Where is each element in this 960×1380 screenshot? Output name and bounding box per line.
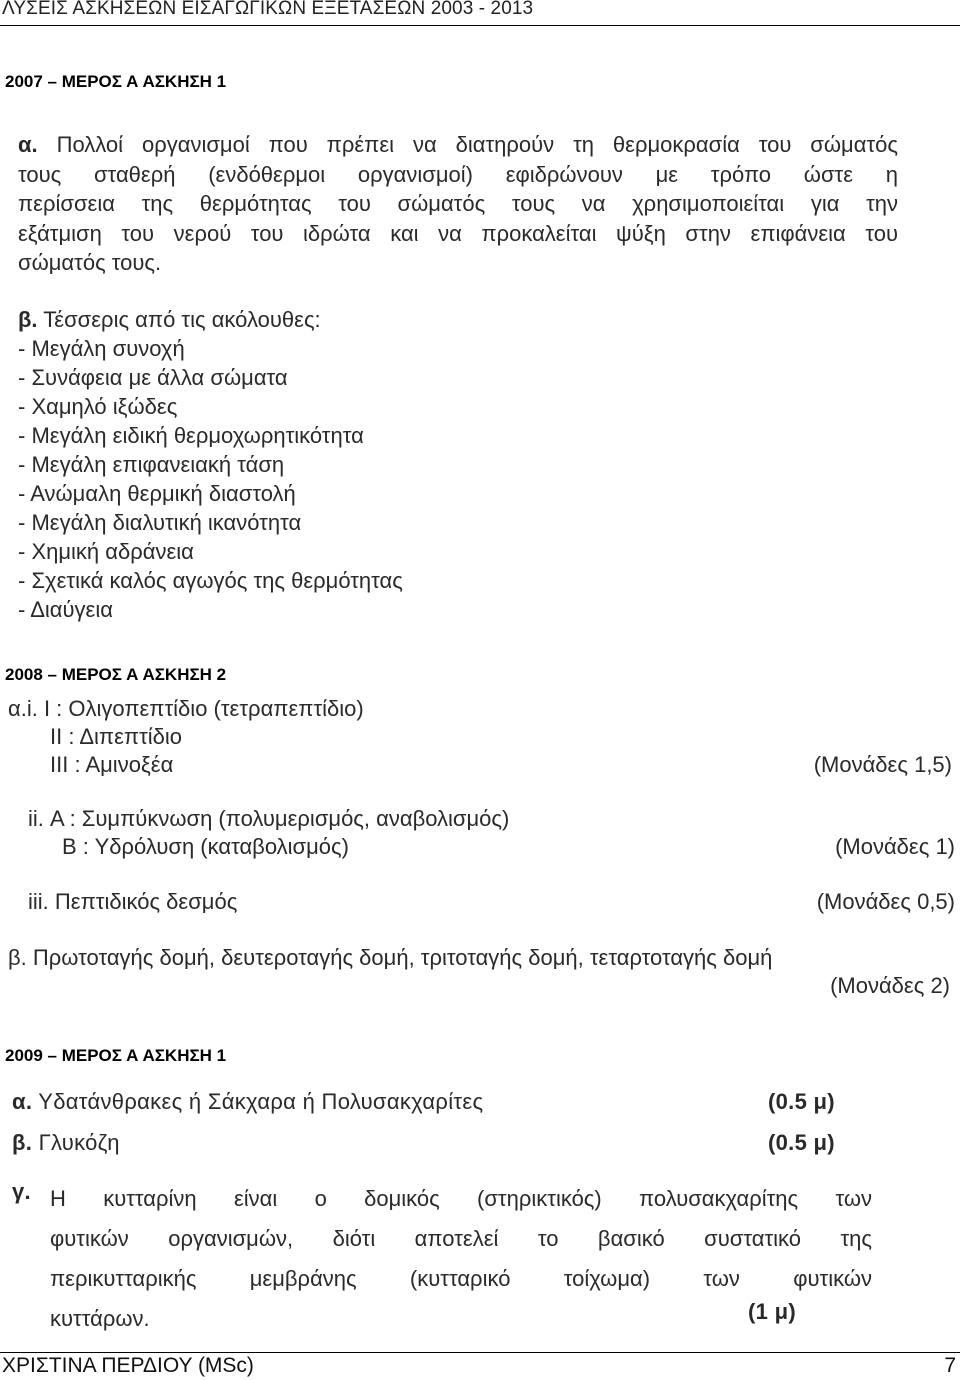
answer-label: α. bbox=[18, 132, 38, 157]
page-header-title: ΛΥΣΕΙΣ ΑΣΚΗΣΕΩΝ ΕΙΣΑΓΩΓΙΚΩΝ ΕΞΕΤΑΣΕΩΝ 2003 - 2013 bbox=[2, 0, 534, 19]
answer-line: εξάτμιση του νερού του ιδρώτα και να προκαλείται ψύξη στην επιφάνεια του bbox=[18, 220, 898, 246]
answer-line: τους σταθερή (ενδόθερμοι οργανισμοί) εφιδρώνουν με τρόπο ώστε η bbox=[18, 161, 898, 187]
answer-line: σώματός τους. bbox=[18, 250, 162, 275]
points-c-2009: (1 μ) bbox=[748, 1299, 796, 1324]
answer-b-intro-text: Τέσσερις από τις ακόλουθες: bbox=[43, 307, 321, 332]
list-item: - Σχετικά καλός αγωγός της θερμότητας bbox=[18, 568, 403, 593]
points-a-2009: (0.5 μ) bbox=[768, 1089, 835, 1114]
page-number: 7 bbox=[944, 1354, 956, 1377]
answer-line: Η κυτταρίνη είναι ο δομικός (στηρικτικός) πολυσακχαρίτης των bbox=[50, 1186, 872, 1211]
answer-text: Πολλοί οργανισμοί που πρέπει να διατηρούν τη θερμοκρασία του σώματός bbox=[56, 132, 898, 157]
header-divider bbox=[0, 25, 960, 26]
answer-text: Γλυκόζη bbox=[38, 1130, 120, 1155]
points-aii: (Μονάδες 1) bbox=[835, 834, 955, 859]
points-b-2008: (Μονάδες 2) bbox=[830, 973, 950, 998]
answer-ai-line-3: ΙΙΙ : Αμινοξέα bbox=[50, 752, 174, 777]
section-title-2008: 2008 – ΜΕΡΟΣ Α ΑΣΚΗΣΗ 2 bbox=[5, 665, 227, 684]
points-b-2009: (0.5 μ) bbox=[768, 1130, 835, 1155]
footer-divider bbox=[0, 1352, 960, 1353]
answer-aiii: iii. Πεπτιδικός δεσμός bbox=[28, 889, 238, 914]
answer-line bbox=[18, 130, 898, 160]
answer-a-2007 bbox=[18, 130, 898, 278]
list-item: - Ανώμαλη θερμική διαστολή bbox=[18, 481, 296, 506]
answer-line: περίσσεια της θερμότητας του σώματός τους να χρησιμοποιείται για την bbox=[18, 191, 898, 216]
answer-aii-line-2: Β : Υδρόλυση (καταβολισμός) bbox=[62, 834, 349, 859]
answer-line: κυττάρων. bbox=[50, 1306, 150, 1331]
answer-label: α. bbox=[12, 1089, 33, 1114]
list-item: - Μεγάλη επιφανειακή τάση bbox=[18, 452, 285, 477]
list-item: - Μεγάλη διαλυτική ικανότητα bbox=[18, 510, 302, 535]
footer-author: ΧΡΙΣΤΙΝΑ ΠΕΡΔΙΟΥ (MSc) bbox=[2, 1354, 254, 1377]
answer-b-2009 bbox=[12, 1130, 120, 1156]
answer-label: β. bbox=[18, 307, 38, 332]
list-item: - Συνάφεια με άλλα σώματα bbox=[18, 365, 288, 390]
list-item: - Χαμηλό ιξώδες bbox=[18, 394, 178, 419]
answer-ai-line-2: ΙΙ : Διπεπτίδιο bbox=[50, 724, 183, 749]
points-ai: (Μονάδες 1,5) bbox=[813, 752, 952, 777]
answer-label: γ. bbox=[12, 1179, 31, 1204]
list-item: - Μεγάλη συνοχή bbox=[18, 336, 185, 361]
list-item: - Χημική αδράνεια bbox=[18, 539, 194, 564]
section-title-2007: 2007 – ΜΕΡΟΣ Α ΑΣΚΗΣΗ 1 bbox=[5, 72, 227, 91]
answer-aii-line-1: ii. Α : Συμπύκνωση (πολυμερισμός, αναβολισμός) bbox=[28, 806, 510, 831]
list-item: - Διαύγεια bbox=[18, 597, 113, 622]
answer-ai-line-1: α.i. Ι : Ολιγοπεπτίδιο (τετραπεπτίδιο) bbox=[8, 696, 364, 721]
answer-text: Υδατάνθρακες ή Σάκχαρα ή Πολυσακχαρίτες bbox=[38, 1089, 484, 1114]
answer-label: β. bbox=[12, 1130, 33, 1155]
answer-line: περικυτταρικής μεμβράνης (κυτταρικό τοίχωμα) των φυτικών bbox=[50, 1266, 872, 1291]
answer-b-intro bbox=[18, 305, 403, 334]
answer-a-2009 bbox=[12, 1089, 483, 1115]
answer-b-2008: β. Πρωτοταγής δομή, δευτεροταγής δομή, τριτοταγής δομή, τεταρτοταγής δομή bbox=[8, 945, 773, 970]
list-item: - Μεγάλη ειδική θερμοχωρητικότητα bbox=[18, 423, 364, 448]
answer-b-2007 bbox=[18, 305, 403, 624]
section-title-2009: 2009 – ΜΕΡΟΣ Α ΑΣΚΗΣΗ 1 bbox=[5, 1046, 227, 1065]
answer-line: φυτικών οργανισμών, διότι αποτελεί το βασικό συστατικό της bbox=[50, 1226, 872, 1251]
points-aiii: (Μονάδες 0,5) bbox=[816, 889, 955, 914]
